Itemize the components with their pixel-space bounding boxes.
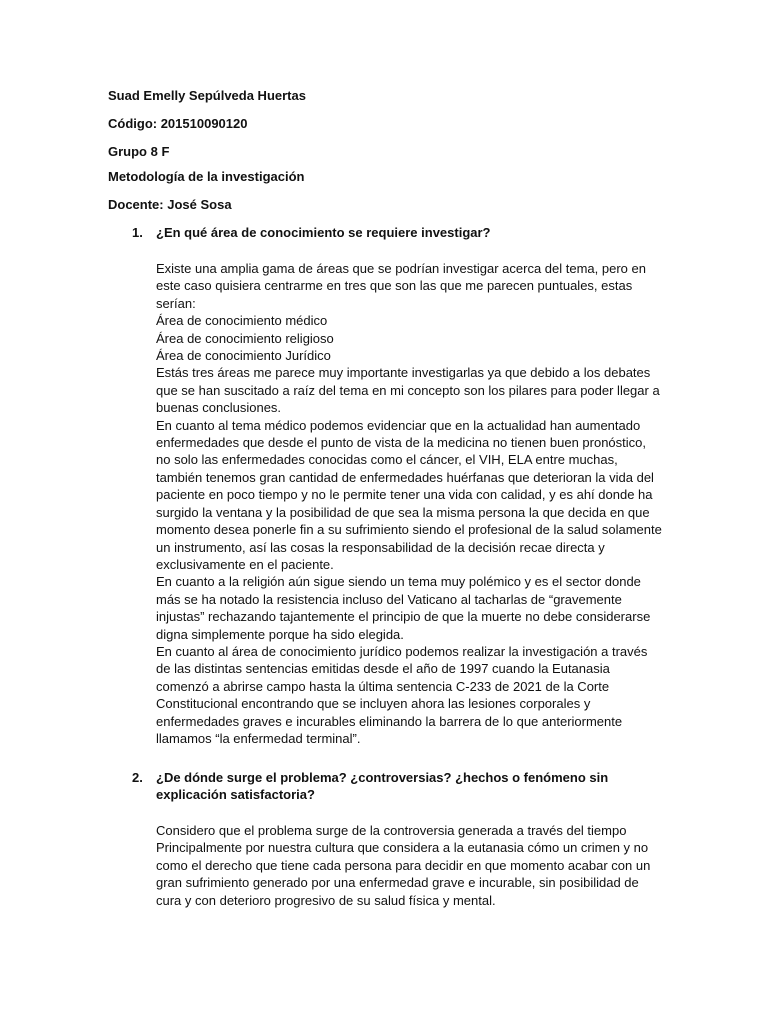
answer-1: [156, 260, 662, 747]
answer-paragraph: Estás tres áreas me parece muy importante investigarlas ya que debido a los debates que se han suscitado a raíz del tema en mi concepto son los pilares para poder llegar a buenas conclusiones.: [156, 365, 660, 416]
answer-2: [156, 822, 662, 909]
student-code: Código: 201510090120: [108, 116, 248, 131]
question-text: ¿De dónde surge el problema? ¿controversias? ¿hechos o fenómeno sin explicación satisfactoria?: [156, 770, 609, 802]
group-label: Grupo 8 F: [108, 144, 170, 159]
answer-paragraph: Considero que el problema surge de la controversia generada a través del tiempo Principalmente por nuestra cultura que considera a la eutanasia cómo un crimen y no como el derecho que tiene cada persona para decidir en que momento acabar con un gran sufrimiento generado por una enfermedad grave e incurable, sin posibilidad de cura y con deterioro progresivo de su salud física y mental.: [156, 823, 651, 908]
answer-paragraph: Área de conocimiento religioso: [156, 330, 334, 346]
answer-paragraph: Existe una amplia gama de áreas que se podrían investigar acerca del tema, pero en este caso quisiera centrarme en tres que son las que me parecen puntuales, estas serían:: [156, 261, 646, 311]
answer-paragraph: Área de conocimiento médico: [156, 313, 328, 329]
answer-paragraph: En cuanto al tema médico podemos evidenciar que en la actualidad han aumentado enfermedades que desde el punto de vista de la medicina no tienen buen pronóstico, no solo las enfermedades conocidas como el cáncer, el VIH, ELA entre muchas, también tenemos gran cantidad de enfermedades huérfanas que deterioran la vida del paciente en poco tiempo y no le permite tener una vida con calidad, y es ahí donde ha surgido la ventana y la posibilidad de que sea la misma persona la que decida en que momento desea ponerle fin a su sufrimiento siendo el profesional de la salud solamente un instrumento, así las cosas la responsabilidad de la decisión recae directa y exclusivamente en el paciente.: [156, 417, 662, 572]
answer-paragraph: Área de conocimiento Jurídico: [156, 348, 331, 364]
subject-label: Metodología de la investigación: [108, 169, 305, 184]
answer-paragraph: En cuanto a la religión aún sigue siendo un tema muy polémico y es el sector donde más se ha notado la resistencia incluso del Vaticano al tacharlas de “gravemente injustas” rechazando tajantemente el principio de que la muerte no debe considerarse digna simplemente porque ha sido elegida.: [156, 574, 651, 642]
teacher-label: Docente: José Sosa: [108, 197, 232, 212]
question-number: 1.: [132, 225, 143, 240]
question-text: ¿En qué área de conocimiento se requiere investigar?: [156, 225, 491, 240]
question-number: 2.: [132, 770, 143, 785]
author-name: Suad Emelly Sepúlveda Huertas: [108, 88, 306, 103]
answer-paragraph: En cuanto al área de conocimiento jurídico podemos realizar la investigación a través de las distintas sentencias emitidas desde el año de 1997 cuando la Eutanasia comenzó a abrirse campo hasta la última sentencia C-233 de 2021 de la Corte Constitucional encontrando que se incluyen ahora las lesiones corporales y enfermedades graves e incurables eliminando la barrera de lo que anteriormente llamamos “la enfermedad terminal”.: [156, 643, 648, 746]
